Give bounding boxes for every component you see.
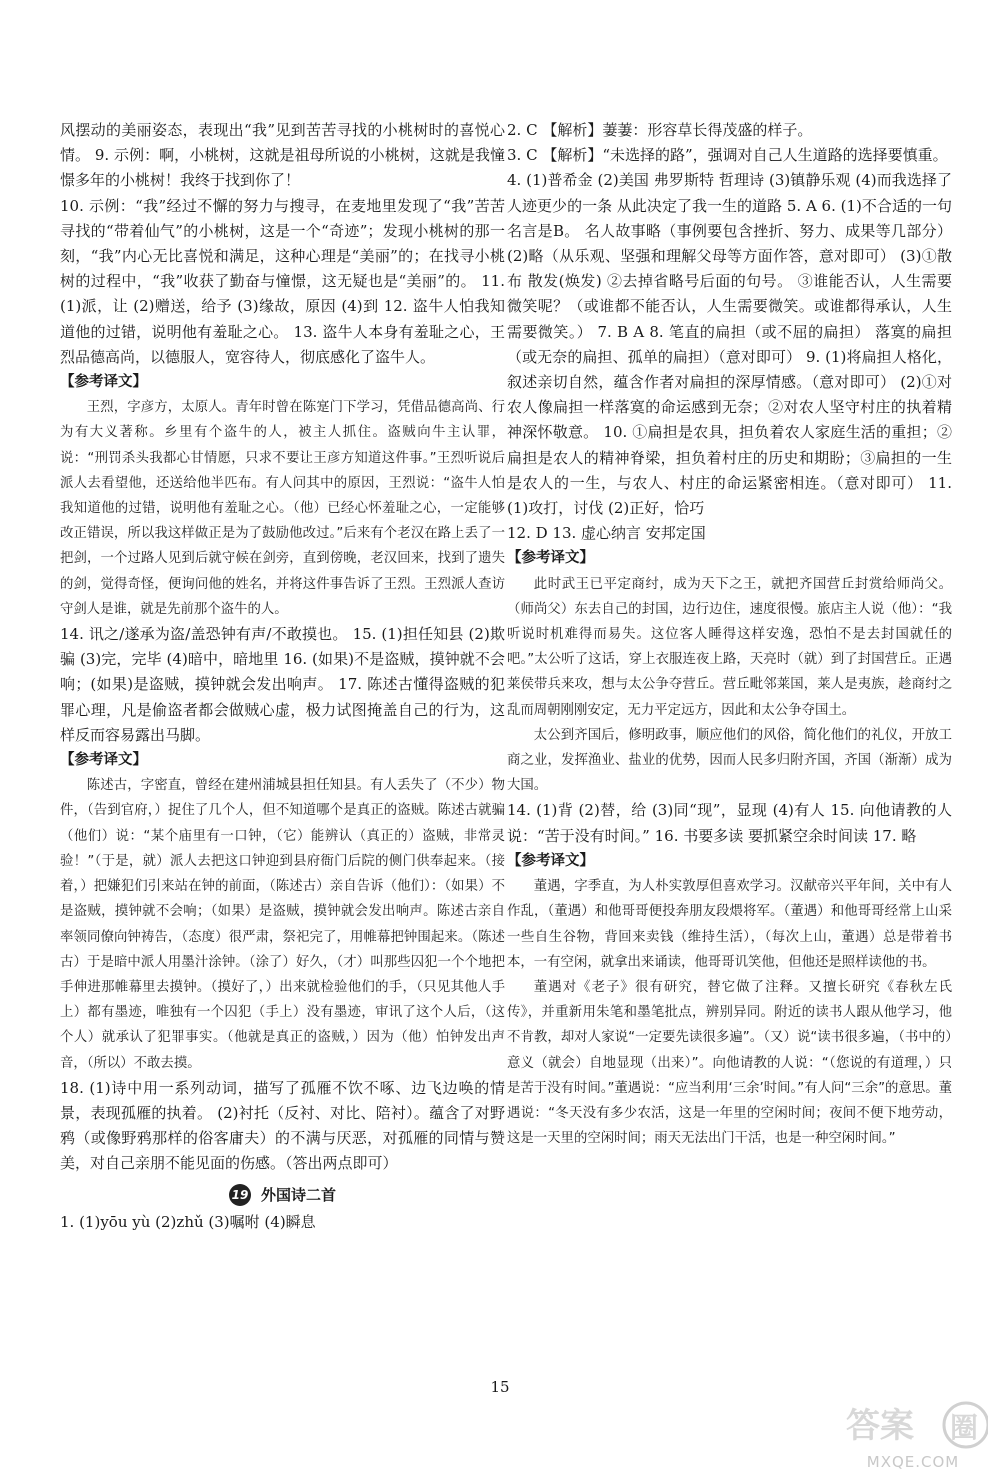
answer-paragraph: 12. D 13. 虚心纳言 安邦定国 <box>507 524 706 543</box>
answer-paragraph: 10. 示例：“我”经过不懈的努力与搜寻，在麦地里发现了“我”苦苦寻找的“带着仙气”的小桃树，这是一个“奇迹”；发现小桃树的那一刻，“我”内心无比喜悦和满足，这种心理是“美丽”的；在找寻小桃树的过程中，“我”收获了勤奋与憧憬，这无疑也是“美丽”的。 11. (1)派，让 (2)赠送，给予 (3)缘故，原因 (4)到 12. 盗牛人怕我知道他的过错，说明他有羞耻之心。 13. 盗牛人本身有羞耻之心，王烈品德高尚，以德服人，宽容待人，彻底感化了盗牛人。 <box>60 196 505 366</box>
answer-paragraph: 4. (1)普希金 (2)美国 弗罗斯特 哲理诗 (3)镇静乐观 (4)而我选择了人迹更少的一条 从此决定了我一生的道路 5. A 6. (1)不合适的一句名言是B。 名人故事略（事例要包含挫折、努力、成果等几部分） (2)略（从乐观、坚强和理解父母等方面作答，意对即可） (3)①散布 散发(焕发) ②去掉省略号后面的句号。 ③谁能否认，人生需要微笑呢？（或谁都不能否认，人生需要微笑。或谁都得承认，人生需要微笑。） 7. B A 8. 笔直的扁担（或不屈的扁担） 落寞的扁担（或无奈的扁担、孤单的扁担）（意对即可） 9. (1)将扁担人格化，叙述亲切自然，蕴含作者对扁担的深厚情感。（意对即可） (2)①对农人像扁担一样落寞的命运感到无奈；②对农人坚守村庄的执着精神深怀敬意。 10. ①扁担是农具，担负着农人家庭生活的重担；②扁担是农人的精神脊梁，担负着村庄的历史和期盼；③扁担的一生是农人的一生，与农人、村庄的命运紧密相连。（意对即可） 11. (1)攻打，讨伐 (2)正好，恰巧 <box>507 171 952 518</box>
section-title: 外国诗二首 <box>260 1185 336 1204</box>
translation-paragraph: 太公到齐国后，修明政事，顺应他们的风俗，简化他们的礼仪，开放工商之业，发挥渔业、盐业的优势，因而人民多归附齐国，齐国（渐渐）成为大国。 <box>507 727 952 794</box>
answer-paragraph: 风摆动的美丽姿态，表现出“我”见到苦苦寻找的小桃树时的喜悦心情。 9. 示例：啊，小桃树，这就是祖母所说的小桃树，这就是我憧憬多年的小桃树！我终于找到你了！ <box>60 121 505 190</box>
translation-heading: 【参考译文】 <box>507 852 594 869</box>
watermark-logo <box>838 1395 988 1475</box>
translation-paragraph: 王烈，字彦方，太原人。青年时曾在陈寔门下学习，凭借品德高尚、行为有大义著称。乡里有个盗牛的人，被主人抓住。盗贼向牛主认罪，说：“刑罚杀头我都心甘情愿，只求不要让王彦方知道这件事。”王烈听说后派人去看望他，还送给他半匹布。有人问其中的原因，王烈说：“盗牛人怕我知道他的过错，说明他有羞耻之心。（他）已经心怀羞耻之心，一定能够改正错误，所以我这样做正是为了鼓励他改过。”后来有个老汉在路上丢了一把剑，一个过路人见到后就守候在剑旁，直到傍晚，老汉回来，找到了遗失的剑，觉得奇怪，便询问他的姓名，并将这件事告诉了王烈。王烈派人查访守剑人是谁，就是先前那个盗牛的人。 <box>60 400 505 617</box>
answer-paragraph: 1. (1)yōu yù (2)zhǔ (3)嘱咐 (4)瞬息 <box>60 1212 316 1231</box>
page-number: 15 <box>490 1378 510 1396</box>
watermark-logo-icon <box>838 1395 988 1455</box>
answer-paragraph: 2. C 【解析】萋萋：形容草长得茂盛的样子。 <box>507 121 813 139</box>
left-column <box>60 118 505 1235</box>
translation-paragraph: 董遇，字季直，为人朴实敦厚但喜欢学习。汉献帝兴平年间，关中有人作乱，（董遇）和他哥哥便投奔朋友段煨将军。（董遇）和他哥哥经常上山采一些自生谷物，背回来卖钱（维持生活），（每次上山，董遇）总是带着书本，一有空闲，就拿出来诵读，他哥哥讥笑他，但他还是照样读他的书。 <box>507 879 952 970</box>
answer-paragraph: 14. 讯之/遂承为盗/盖恐钟有声/不敢摸也。 15. (1)担任知县 (2)欺骗 (3)完，完毕 (4)暗中，暗地里 16. (如果)不是盗贼，摸钟就不会响；(如果)是盗贼，摸钟就会发出响声。 17. 陈述古懂得盗贼的犯罪心理，凡是偷盗者都会做贼心虚，极力试图掩盖自己的行为，这样反而容易露出马脚。 <box>60 625 505 744</box>
answer-paragraph: 18. (1)诗中用一系列动词，描写了孤雁不饮不啄、边飞边唤的情景，表现孤雁的执着。 (2)衬托（反衬、对比、陪衬）。蕴含了对野鸦（或像野鸦那样的俗客庸夫）的不满与厌恶，对孤雁的同情与赞美，对自己亲朋不能见面的伤感。（答出两点即可） <box>60 1078 505 1173</box>
translation-paragraph: 此时武王已平定商纣，成为天下之王，就把齐国营丘封赏给师尚父。（师尚父）东去自己的封国，边行边住，速度很慢。旅店主人说（他）：“我听说时机难得而易失。这位客人睡得这样安逸，恐怕不是去封国就任的吧。”太公听了这话，穿上衣服连夜上路，天亮时（就）到了封国营丘。正遇莱侯带兵来攻，想与太公争夺营丘。营丘毗邻莱国，莱人是夷族，趁商纣之乱而周朝刚刚安定，无力平定远方，因此和太公争夺国土。 <box>507 576 952 718</box>
right-column <box>507 118 952 1151</box>
answer-paragraph: 14. (1)背 (2)替，给 (3)同“现”，显现 (4)有人 15. 向他请教的人说：“苦于没有时间。” 16. 书要多读 要抓紧空余时间读 17. 略 <box>507 801 952 845</box>
translation-heading: 【参考译文】 <box>60 374 147 391</box>
svg-text:圈: 圈 <box>950 1411 979 1444</box>
svg-text:答案: 答案 <box>846 1406 914 1446</box>
section-number-badge: 19 <box>229 1184 251 1206</box>
section-heading <box>60 1183 505 1208</box>
translation-paragraph: 陈述古，字密直，曾经在建州浦城县担任知县。有人丢失了（不少）物件，（告到官府，）捉住了几个人，但不知道哪个是真正的盗贼。陈述古就骗（他们）说：“某个庙里有一口钟，（它）能辨认（真正的）盗贼，非常灵验！”（于是，就）派人去把这口钟迎到县府衙门后院的侧门供奉起来。（接着，）把嫌犯们引来站在钟的前面，（陈述古）亲自告诉（他们）：（如果）不是盗贼，摸钟就不会响；（如果）是盗贼，摸钟就会发出响声。陈述古亲自率领同僚向钟祷告，（态度）很严肃，祭祀完了，用帷幕把钟围起来。（陈述古）于是暗中派人用墨汁涂钟。（涂了）好久，（才）叫那些囚犯一个个地把手伸进那帷幕里去摸钟。（摸好了，）出来就检验他们的手，（只见其他人手上）都有墨迹，唯独有一个囚犯（手上）没有墨迹，审讯了这个人后，（这个人）就承认了犯罪事实。（他就是真正的盗贼，）因为（他）怕钟发出声音，（所以）不敢去摸。 <box>60 778 505 1071</box>
watermark-url: MXQE.COM <box>866 1453 960 1471</box>
translation-heading: 【参考译文】 <box>507 550 594 567</box>
answer-paragraph: 3. C 【解析】“未选择的路”，强调对自己人生道路的选择要慎重。 <box>507 146 948 165</box>
translation-paragraph: 董遇对《老子》很有研究，替它做了注释。又擅长研究《春秋左氏传》，并重新用朱笔和墨笔批点，辨别异同。附近的读书人跟从他学习，他不肯教，却对人家说“一定要先读很多遍”。（又）说“读书很多遍，（书中的）意义（就会）自地显现（出来）”。向他请教的人说：“（您说的有道理，）只是苦于没有时间。”董遇说：“应当利用‘三余’时间。”有人问“三余”的意思。董遇说：“冬天没有多少农活，这是一年里的空闲时间；夜间不便下地劳动，这是一天里的空闲时间；雨天无法出门干活，也是一种空闲时间。” <box>507 979 952 1147</box>
translation-heading: 【参考译文】 <box>60 752 147 769</box>
